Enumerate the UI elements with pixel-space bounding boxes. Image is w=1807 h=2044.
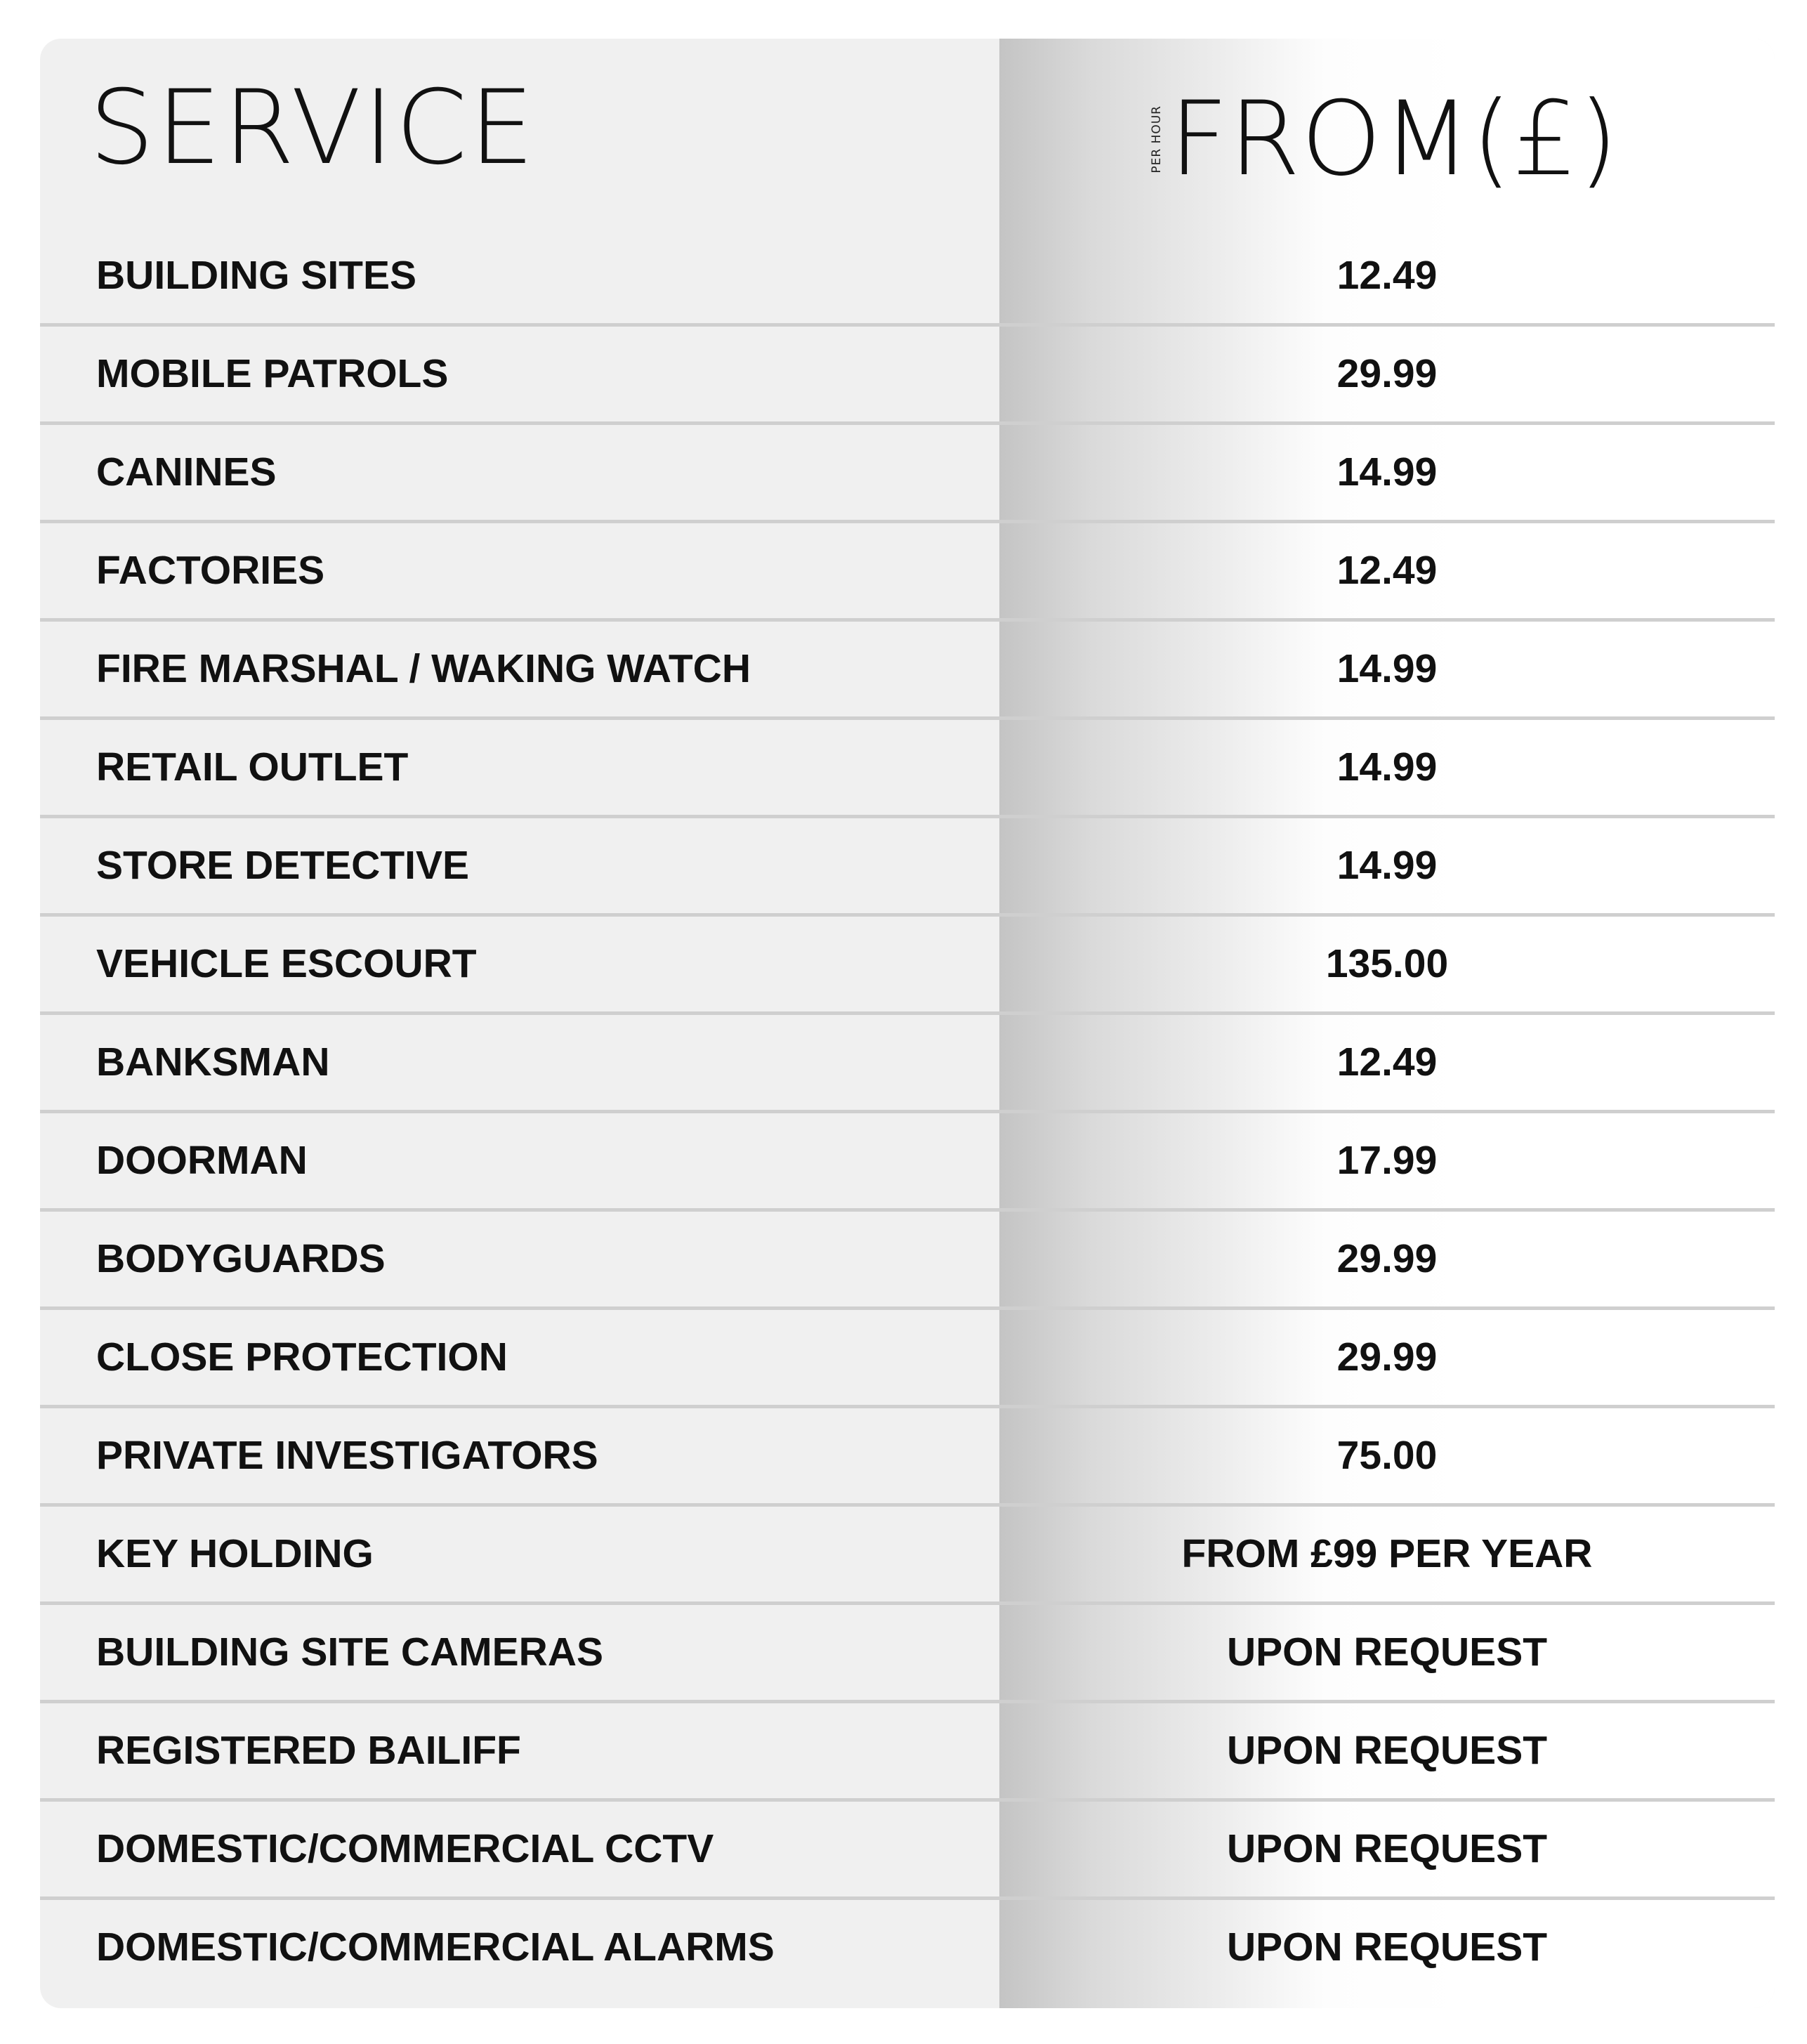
table-row	[40, 228, 1775, 327]
service-price: 29.99	[1336, 1335, 1438, 1380]
table-row	[40, 1408, 1775, 1507]
service-name: DOMESTIC/COMMERCIAL CCTV	[96, 1826, 714, 1871]
table-row	[40, 818, 1775, 917]
service-name: FIRE MARSHAL / WAKING WATCH	[96, 646, 751, 691]
table-row	[40, 425, 1775, 523]
per-hour-label: PER HOUR	[1150, 105, 1164, 173]
service-price: 75.00	[1336, 1433, 1438, 1478]
service-price: UPON REQUEST	[1226, 1925, 1548, 1970]
table-row	[40, 1310, 1775, 1408]
service-name: DOORMAN	[96, 1138, 308, 1183]
service-price: 14.99	[1336, 646, 1438, 691]
service-price: 135.00	[1325, 941, 1449, 986]
service-name: CLOSE PROTECTION	[96, 1335, 508, 1380]
table-row	[40, 1605, 1775, 1703]
service-price: 14.99	[1336, 450, 1438, 494]
service-name: REGISTERED BAILIFF	[96, 1728, 521, 1773]
table-row	[40, 1113, 1775, 1212]
table-row	[40, 917, 1775, 1015]
service-name: PRIVATE INVESTIGATORS	[96, 1433, 598, 1478]
table-row	[40, 622, 1775, 720]
table-row	[40, 1900, 1775, 1998]
service-name: RETAIL OUTLET	[96, 745, 409, 790]
table-row	[40, 1507, 1775, 1605]
table-row	[40, 1015, 1775, 1113]
service-price: UPON REQUEST	[1226, 1826, 1548, 1871]
service-name: BUILDING SITE CAMERAS	[96, 1630, 604, 1675]
service-column-header: SERVICE	[89, 68, 537, 188]
service-name: KEY HOLDING	[96, 1531, 374, 1576]
service-name: BUILDING SITES	[96, 253, 417, 298]
service-rows	[40, 228, 1775, 1998]
service-price: 12.49	[1336, 253, 1438, 298]
table-row	[40, 523, 1775, 622]
table-row	[40, 1802, 1775, 1900]
service-price: FROM £99 PER YEAR	[1181, 1531, 1593, 1576]
table-row	[40, 720, 1775, 818]
service-price: 14.99	[1336, 745, 1438, 790]
price-column-header	[1150, 79, 1619, 199]
service-name: CANINES	[96, 450, 277, 494]
service-name: BANKSMAN	[96, 1040, 330, 1085]
table-row	[40, 327, 1775, 425]
service-name: DOMESTIC/COMMERCIAL ALARMS	[96, 1925, 775, 1970]
service-price: UPON REQUEST	[1226, 1728, 1548, 1773]
from-price-label: FROM(£)	[1169, 79, 1619, 199]
price-list-card	[40, 39, 1775, 2008]
service-name: VEHICLE ESCOURT	[96, 941, 477, 986]
service-price: 12.49	[1336, 548, 1438, 593]
service-price: 17.99	[1336, 1138, 1438, 1183]
service-name: STORE DETECTIVE	[96, 843, 470, 888]
table-row	[40, 1212, 1775, 1310]
service-price: 29.99	[1336, 1236, 1438, 1281]
service-price: 12.49	[1336, 1040, 1438, 1085]
service-price: UPON REQUEST	[1226, 1630, 1548, 1675]
service-price: 29.99	[1336, 351, 1438, 396]
table-header	[40, 39, 1775, 225]
service-name: FACTORIES	[96, 548, 325, 593]
table-row	[40, 1703, 1775, 1802]
service-name: MOBILE PATROLS	[96, 351, 449, 396]
service-name: BODYGUARDS	[96, 1236, 386, 1281]
service-price: 14.99	[1336, 843, 1438, 888]
